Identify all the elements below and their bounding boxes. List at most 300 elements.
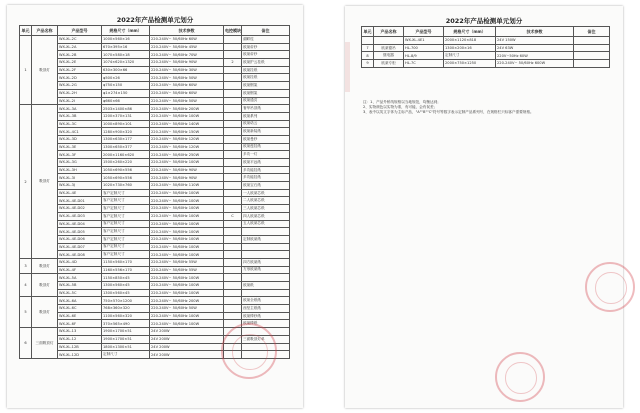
tech-cell: 220-240V~ 50/60Hz 120W <box>150 143 224 151</box>
product-name-cell: 吸顶灯 <box>32 258 58 273</box>
tech-cell: 24V 200W <box>150 328 224 336</box>
size-cell: 客户定制尺寸 <box>102 197 150 205</box>
tech-cell: 220-240V~ 50/60Hz 50W <box>150 305 224 313</box>
column-header: 技术参数 <box>496 27 574 37</box>
table-row <box>20 43 290 51</box>
right-document-page <box>345 6 623 408</box>
note-cell: 二人欧莱芯纸 <box>242 197 290 205</box>
ctrl-cell <box>224 251 242 259</box>
ctrl-cell <box>224 305 242 313</box>
size-cell: 1074×620×1320 <box>102 59 150 67</box>
size-cell: 2503×1400×86 <box>102 105 150 113</box>
size-cell: 客户定制尺寸 <box>102 243 150 251</box>
tech-cell: 220-240V~ 50/60Hz 100W <box>150 289 224 297</box>
model-cell: WX-XL-3H <box>58 166 102 174</box>
size-cell: φ750×150 <box>102 82 150 90</box>
model-cell: HL-700 <box>404 44 444 52</box>
model-cell: WX-XL-4E-D04 <box>58 220 102 228</box>
note-cell: 一人欧莱芯纸 <box>242 189 290 197</box>
ctrl-cell <box>224 182 242 190</box>
size-cell: 1150×850×45 <box>102 274 150 282</box>
tech-cell: 24V 200W <box>150 351 224 359</box>
tech-cell: 220-240V~ 50/60Hz 90W <box>150 59 224 67</box>
tech-cell: 220-240V~ 50/60Hz 100W <box>150 243 224 251</box>
size-cell: 1160×556×170 <box>102 266 150 274</box>
model-cell: WX-XL-4E-D08 <box>58 251 102 259</box>
tech-cell: 220-240V~ 50/60Hz 100W <box>150 274 224 282</box>
column-header: 产品名称 <box>374 27 404 37</box>
tech-cell: 220-240V~ 50/60Hz 55W <box>150 266 224 274</box>
table-row <box>20 112 290 120</box>
ctrl-cell <box>224 159 242 167</box>
ctrl-cell <box>224 266 242 274</box>
size-cell: 1000×890×101 <box>102 120 150 128</box>
note-cell: 欧莱新装纸 <box>242 128 290 136</box>
model-cell: WX-XL-4E-D07 <box>58 243 102 251</box>
table-row <box>20 197 290 205</box>
table-row <box>20 289 290 297</box>
size-cell: 客户定制尺寸 <box>102 205 150 213</box>
model-cell: WX-XL-6F <box>58 320 102 328</box>
tech-cell: 220-240V~ 50/60Hz 100W <box>150 320 224 328</box>
ctrl-cell <box>224 274 242 282</box>
note-cell: 欧莱棒纸 <box>242 320 290 328</box>
size-cell: 1300×650×377 <box>102 143 150 151</box>
table-row <box>20 251 290 259</box>
note-cell <box>242 228 290 236</box>
tech-cell: 220-240V~ 50/60Hz 90W <box>150 174 224 182</box>
note-cell <box>574 37 610 45</box>
model-cell: WX-XL-4D <box>58 258 102 266</box>
note-cell: 多功一灯 <box>242 151 290 159</box>
unit-number-cell: 7 <box>362 44 374 52</box>
note-cell: 多功能挂纸 <box>242 174 290 182</box>
ctrl-cell: C <box>224 212 242 220</box>
model-cell: WX-XL-2F <box>58 66 102 74</box>
note-cell: 欧莱挂纸 <box>242 74 290 82</box>
model-cell: WX-XL-6C <box>58 305 102 313</box>
tech-cell: 220-240V~ 50/60Hz 60W <box>150 89 224 97</box>
tech-cell: 220-240V~ 50/60Hz 110W <box>150 182 224 190</box>
tech-cell: 220-240V~ 50/60Hz 100W <box>150 212 224 220</box>
column-header: 备注 <box>242 26 290 36</box>
table-row <box>20 174 290 182</box>
note-cell: 欧莱平远纸 <box>242 159 290 167</box>
column-header: 备注 <box>574 27 610 37</box>
model-cell: WX-XL-4C1 <box>58 128 102 136</box>
table-row <box>20 97 290 105</box>
note-line: 注：1、产品外桥线规格以当地规范，均衡达到； <box>363 100 441 104</box>
model-cell: WX-XL-3B <box>58 112 102 120</box>
model-cell: HL-7C <box>404 60 444 68</box>
note-cell <box>574 52 610 60</box>
ctrl-cell <box>224 312 242 320</box>
size-cell: 定制尺寸 <box>444 52 496 60</box>
size-cell: 客户定制尺寸 <box>102 220 150 228</box>
column-header: 电控模块 <box>224 26 242 36</box>
table-row <box>20 282 290 290</box>
column-header: 规格尺寸（mm） <box>102 26 150 36</box>
tech-cell: 220-240V~ 50/60Hz 250W <box>150 151 224 159</box>
table-row <box>20 166 290 174</box>
size-cell: φ660×66 <box>102 97 150 105</box>
ctrl-cell <box>224 243 242 251</box>
size-cell: 1100×560×320 <box>102 312 150 320</box>
note-cell: 欧莱莲挂纸 <box>242 143 290 151</box>
tech-cell: 220-240V~ 50/60Hz 50W <box>150 97 224 105</box>
model-cell: WX-XL-3G <box>58 159 102 167</box>
model-cell: WX-XL-3D <box>58 135 102 143</box>
note-cell: 欧莱帝纱 <box>242 43 290 51</box>
size-cell: 670×395×16 <box>102 43 150 51</box>
size-cell: 1900×1700×51 <box>102 328 150 336</box>
size-cell: 1900×1700×51 <box>102 335 150 343</box>
tech-cell: 220-240V~ 50/60Hz 100W <box>150 235 224 243</box>
tech-cell: 220V~50Hz 60W <box>496 52 574 60</box>
left-table-header <box>20 26 290 36</box>
note-cell: 四方欧莱纸 <box>242 258 290 266</box>
size-cell: 1200×370×131 <box>102 112 150 120</box>
table-row <box>20 182 290 190</box>
table-row <box>20 189 290 197</box>
model-cell: WX-XL-4F <box>58 266 102 274</box>
note-cell: 欧莱宝石纸 <box>242 182 290 190</box>
size-cell: 1300×630×177 <box>102 135 150 143</box>
table-row <box>20 205 290 213</box>
note-line: 3、表中以英文字体为主标产品，"A""B""C"符号等数字表示定制产品系列号，在规格栏只标客户需要规格。 <box>363 110 534 115</box>
model-cell: WX-XL-5B <box>58 282 102 290</box>
size-cell: 客户定制尺寸 <box>102 228 150 236</box>
model-cell: WX-XL-3I <box>58 174 102 182</box>
note-cell: 方形欧莱纸 <box>242 266 290 274</box>
model-cell: WX-XL-5A <box>58 274 102 282</box>
table-row <box>20 212 290 220</box>
model-cell: WX-XL-2H <box>58 89 102 97</box>
table-row <box>362 44 610 52</box>
tech-cell: 220-240V~ 50/60Hz 100W <box>150 312 224 320</box>
note-cell: 西坚主纸纸 <box>242 305 290 313</box>
ctrl-cell <box>224 258 242 266</box>
model-cell: WX-XL-4E-D02 <box>58 205 102 213</box>
size-cell: 1800×1300×51 <box>102 343 150 351</box>
note-cell: 欧莱系列 <box>242 112 290 120</box>
note-cell: 欧莱曼纱 <box>242 135 290 143</box>
table-row <box>20 243 290 251</box>
table-row <box>20 36 290 44</box>
note-cell <box>242 251 290 259</box>
note-cell: 定制欧莱纸 <box>242 235 290 243</box>
size-cell: 1000×560×16 <box>102 36 150 44</box>
size-cell: 2000×1120×818 <box>444 37 496 45</box>
size-cell: 768×360×320 <box>102 305 150 313</box>
right-table-header <box>362 27 610 37</box>
model-cell: WX-XL-2B <box>58 51 102 59</box>
size-cell: 1500×260×220 <box>102 159 150 167</box>
ctrl-cell <box>224 143 242 151</box>
tech-cell: 220-240V~ 50/60Hz 200W <box>150 105 224 113</box>
unit-number-cell: 3 <box>20 258 32 273</box>
tech-cell: 220-240V~ 50/60Hz 140W <box>150 120 224 128</box>
ctrl-cell <box>224 151 242 159</box>
product-name-cell: 吸顶灯 <box>32 36 58 105</box>
table-row <box>20 220 290 228</box>
tech-cell: 220-240V~ 50/60Hz 200W <box>150 297 224 305</box>
size-cell: 1300×560×45 <box>102 282 150 290</box>
note-cell: 奢华吊顶纸 <box>242 105 290 113</box>
note-cell: 欧莱全纸纸 <box>242 297 290 305</box>
table-row <box>20 274 290 282</box>
tech-cell: 24V 200W <box>150 343 224 351</box>
ctrl-cell <box>224 220 242 228</box>
size-cell: φ500×26 <box>102 74 150 82</box>
tech-cell: 24V 63W <box>496 44 574 52</box>
size-cell: 1150×560×170 <box>102 258 150 266</box>
tech-cell: 24V 150W <box>496 37 574 45</box>
ctrl-cell <box>224 82 242 90</box>
unit-number-cell: 2 <box>20 105 32 259</box>
size-cell: 客户定制尺寸 <box>102 235 150 243</box>
right-table-body <box>362 37 610 68</box>
size-cell: 2000×1160×620 <box>102 151 150 159</box>
size-cell: 1070×580×18 <box>102 51 150 59</box>
ctrl-cell <box>224 105 242 113</box>
unit-number-cell: 8 <box>362 52 374 60</box>
red-seal-stamp <box>585 262 635 312</box>
size-cell: 2000×750×1250 <box>444 60 496 68</box>
size-cell: 370×565×490 <box>102 320 150 328</box>
unit-number-cell: 9 <box>362 60 374 68</box>
table-row <box>20 266 290 274</box>
product-name-cell <box>374 37 404 45</box>
note-cell: 湖畔柱 <box>242 36 290 44</box>
column-header: 技术参数 <box>150 26 224 36</box>
tech-cell: 24V 200W <box>150 335 224 343</box>
model-cell: WX-XL-12B <box>58 343 102 351</box>
note-line: 2、实物颜色以实物为准，有可能，会有误差； <box>363 105 438 110</box>
tech-cell: 220-240V~ 50/60Hz 100W <box>150 282 224 290</box>
table-row <box>20 59 290 67</box>
model-cell: WX-XL-4E <box>58 189 102 197</box>
size-cell: 定制尺寸 <box>102 351 150 359</box>
unit-number-cell: 5 <box>20 297 32 328</box>
column-header: 单元 <box>362 27 374 37</box>
table-row <box>20 120 290 128</box>
ctrl-cell <box>224 51 242 59</box>
unit-number-cell: 6 <box>20 328 32 359</box>
tech-cell: 220-240V~ 50/60Hz 120W <box>150 135 224 143</box>
ctrl-cell <box>224 120 242 128</box>
ctrl-cell <box>224 282 242 290</box>
product-name-cell: 三面吸顶灯 <box>32 328 58 359</box>
size-cell: 客户定制尺寸 <box>102 189 150 197</box>
right-unit-table <box>361 26 610 68</box>
note-cell: 三人欧莱芯纸 <box>242 205 290 213</box>
ctrl-cell <box>224 36 242 44</box>
tech-cell: 220-240V~ 50/60Hz 150W <box>150 128 224 136</box>
ctrl-cell <box>224 289 242 297</box>
note-cell: 欧莱棒纱纸 <box>242 312 290 320</box>
model-cell: WX-XL-3A <box>58 105 102 113</box>
table-row <box>20 89 290 97</box>
ctrl-cell <box>224 66 242 74</box>
tech-cell: 220-240V~ 50/60Hz 100W <box>150 189 224 197</box>
tech-cell: 220-240V~ 50/60Hz 55W <box>150 258 224 266</box>
model-cell: WX-XL-12 <box>58 335 102 343</box>
model-cell: WX-XL-2G <box>58 82 102 90</box>
table-row <box>20 228 290 236</box>
model-cell: WX-XL-3F <box>58 151 102 159</box>
table-row <box>20 235 290 243</box>
ctrl-cell <box>224 205 242 213</box>
left-document-page <box>7 5 303 408</box>
model-cell: WX-XL-2I <box>58 97 102 105</box>
ctrl-cell <box>224 112 242 120</box>
product-name-cell: 吸顶灯 <box>32 105 58 259</box>
tech-cell: 220-240V~ 50/60Hz 90W <box>150 166 224 174</box>
column-header: 产品型号 <box>404 27 444 37</box>
column-header: 单元 <box>20 26 32 36</box>
model-cell: WX-XL-2D <box>58 74 102 82</box>
size-cell: 1300×200×16 <box>444 44 496 52</box>
table-row <box>20 135 290 143</box>
note-cell: 欧莱帝纱 <box>242 51 290 59</box>
size-cell: 客户定制尺寸 <box>102 251 150 259</box>
tech-cell: 220-240V~ 50/60Hz 600W <box>496 60 574 68</box>
red-seal-stamp <box>221 323 277 379</box>
size-cell: φ1×274×150 <box>102 89 150 97</box>
ctrl-cell <box>224 97 242 105</box>
table-row <box>20 305 290 313</box>
model-cell: WX-XL-4E-D03 <box>58 212 102 220</box>
tech-cell: 220-240V~ 50/60Hz 100W <box>150 251 224 259</box>
tech-cell: 220-240V~ 50/60Hz 100W <box>150 228 224 236</box>
model-cell: WX-XL-4E-D01 <box>58 197 102 205</box>
product-name-cell: 吸顶灯 <box>32 274 58 297</box>
note-cell: 欧莱通页 <box>242 97 290 105</box>
model-cell: WX-XL-4E-D06 <box>58 235 102 243</box>
left-unit-table <box>19 25 290 359</box>
table-row <box>20 128 290 136</box>
table-row <box>20 312 290 320</box>
right-page-title: 2022年产品检测单元划分 <box>445 17 523 25</box>
model-cell: WX-XL-6E <box>58 312 102 320</box>
ctrl-cell <box>224 297 242 305</box>
note-cell: 欧莱钢架 <box>242 82 290 90</box>
product-name-cell: 继电器 <box>374 52 404 60</box>
model-cell: WX-XL-12D <box>58 351 102 359</box>
tech-cell: 220-240V~ 50/60Hz 30W <box>150 66 224 74</box>
model-cell: WX-XL-2A <box>58 43 102 51</box>
note-cell: 三面吸顶灯单 <box>242 335 290 343</box>
size-cell: 1020×730×760 <box>102 182 150 190</box>
ctrl-cell <box>224 128 242 136</box>
note-cell: 四人欧莱芯纸 <box>242 212 290 220</box>
table-notes <box>363 100 603 116</box>
table-row <box>20 151 290 159</box>
size-cell: 客户定制尺寸 <box>102 212 150 220</box>
perforation-seal-strip <box>345 42 350 92</box>
model-cell: WX-XL-3C <box>58 120 102 128</box>
tech-cell: 220-240V~ 50/60Hz 100W <box>150 112 224 120</box>
note-cell <box>242 243 290 251</box>
ctrl-cell <box>224 228 242 236</box>
tech-cell: 220-240V~ 50/60Hz 50W <box>150 74 224 82</box>
note-cell <box>242 289 290 297</box>
ctrl-cell <box>224 235 242 243</box>
note-cell: 多功能挂纸 <box>242 166 290 174</box>
left-table-body <box>20 36 290 359</box>
ctrl-cell <box>224 74 242 82</box>
note-cell <box>574 44 610 52</box>
tech-cell: 220-240V~ 50/60Hz 100W <box>150 220 224 228</box>
note-cell <box>574 60 610 68</box>
note-cell: 欧莱护云挂纸 <box>242 59 290 67</box>
table-row <box>362 52 610 60</box>
model-cell: WX-XL-13 <box>58 328 102 336</box>
tech-cell: 220-240V~ 50/60Hz 100W <box>150 159 224 167</box>
unit-number-cell: 1 <box>20 36 32 105</box>
table-row <box>362 60 610 68</box>
tech-cell: 220-240V~ 50/60Hz 60W <box>150 36 224 44</box>
table-row <box>20 74 290 82</box>
unit-number-cell: 4 <box>20 274 32 297</box>
note-cell: 欧莱纸 <box>242 282 290 290</box>
size-cell: 1280×900×320 <box>102 128 150 136</box>
note-cell: 欧莱诺云 <box>242 120 290 128</box>
ctrl-cell <box>224 135 242 143</box>
table-row <box>20 82 290 90</box>
ctrl-cell <box>224 197 242 205</box>
table-row <box>20 258 290 266</box>
model-cell: WX-XL-2E <box>58 59 102 67</box>
model-cell: WX-XL-3J <box>58 182 102 190</box>
product-name-cell: 欧莱专柜 <box>374 60 404 68</box>
model-cell: WX-XL-4E-D05 <box>58 228 102 236</box>
model-cell: WX-XL-4E1 <box>404 37 444 45</box>
ctrl-cell <box>224 174 242 182</box>
table-row <box>20 105 290 113</box>
size-cell: 630×300×66 <box>102 66 150 74</box>
column-header: 产品名称 <box>32 26 58 36</box>
size-cell: 1050×690×556 <box>102 166 150 174</box>
table-row <box>20 66 290 74</box>
model-cell: WX-XL-2C <box>58 36 102 44</box>
model-cell: WX-XL-3E <box>58 143 102 151</box>
note-cell: 五人欧莱芯纸 <box>242 220 290 228</box>
unit-number-cell <box>362 37 374 45</box>
model-cell: WX-XL-6A <box>58 297 102 305</box>
size-cell: 1300×560×45 <box>102 289 150 297</box>
ctrl-cell <box>224 43 242 51</box>
product-name-cell: 欧莱德吊 <box>374 44 404 52</box>
model-cell: WX-XL-5C <box>58 289 102 297</box>
table-row <box>20 51 290 59</box>
table-row <box>20 297 290 305</box>
red-seal-stamp <box>495 352 545 402</box>
column-header: 规格尺寸（mm） <box>444 27 496 37</box>
ctrl-cell <box>224 189 242 197</box>
note-cell: 欧莱钢架 <box>242 89 290 97</box>
note-cell: 欧莱挂纸 <box>242 66 290 74</box>
note-cell <box>242 274 290 282</box>
table-row <box>20 159 290 167</box>
product-name-cell: 吸顶灯 <box>32 297 58 328</box>
tech-cell: 220-240V~ 50/60Hz 100W <box>150 205 224 213</box>
model-cell: HL-8/9 <box>404 52 444 60</box>
ctrl-cell <box>224 89 242 97</box>
column-header: 产品型号 <box>58 26 102 36</box>
size-cell: 750×570×1200 <box>102 297 150 305</box>
